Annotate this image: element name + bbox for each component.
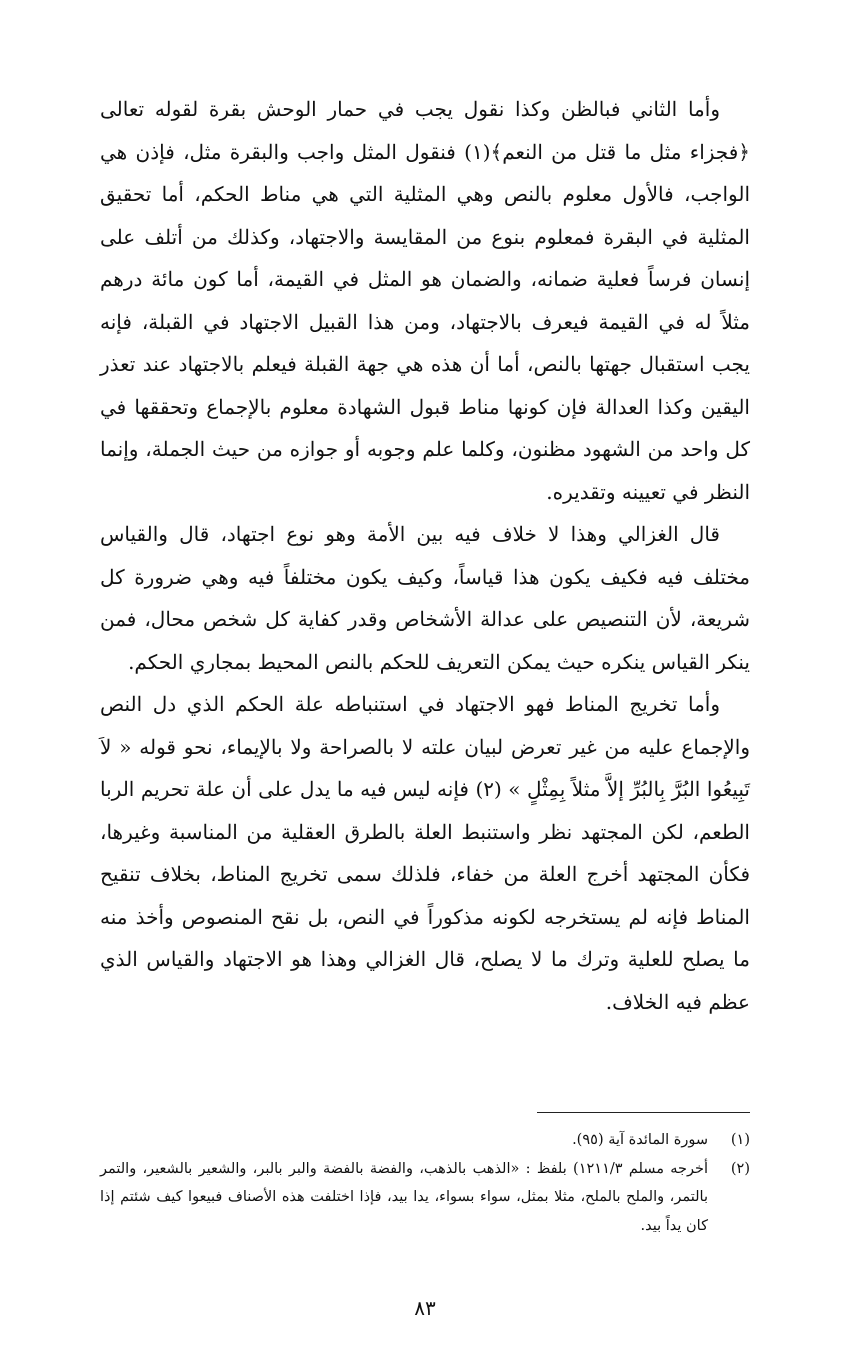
footnote-separator xyxy=(537,1112,750,1113)
footnote-1 xyxy=(100,1126,750,1155)
paragraph-2: قال الغزالي وهذا لا خلاف فيه بين الأمة وهو نوع اجتهاد، قال والقياس مختلف فيه فكيف يكون هذا قياساً، وكيف يكون مختلفاً فيه وهي ضرورة كل شريعة، لأن التنصيص على عدالة الأشخاص وقدر كفاية كل شخص محال، فمن ينكر القياس ينكره حيث يمكن التعريف للحكم بالنص المحيط بمجاري الحكم. xyxy=(100,522,751,674)
footnote-text: أخرجه مسلم ١٢١١/٣) بلفظ : «الذهب بالذهب، والفضة بالفضة والبر بالبر، والشعير بالشعير، والتمر بالتمر، والملح بالملح، مثلا بمثل، سواء بسواء، يدا بيد، فإذا اختلفت هذه الأصناف فبيعوا كيف شئتم إذا كان يداً بيد. xyxy=(100,1160,708,1234)
footnote-text: سورة المائدة آية (٩٥). xyxy=(572,1132,708,1148)
paragraph-1: وأما الثاني فبالظن وكذا نقول يجب في حمار الوحش بقرة لقوله تعالى ﴿فجزاء مثل ما قتل من النعم﴾(١) فنقول المثل واجب والبقرة مثل، فإذن هي الواجب، فالأول معلوم بالنص وهي المثلية التي هي مناط الحكم، أما تحقيق المثلية في البقرة فمعلوم بنوع من المقايسة والاجتهاد، وكذلك من أتلف على إنسان فرساً فعلية ضمانه، والضمان هو المثل في القيمة، أما كون مائة درهم مثلاً له في القيمة فيعرف بالاجتهاد، ومن هذا القبيل الاجتهاد في القبلة، فإنه يجب استقبال جهتها بالنص، أما أن هذه هي جهة القبلة فيعلم بالاجتهاد عند تعذر اليقين وكذا العدالة فإن كونها مناط قبول الشهادة معلوم بالإجماع وتحققها في كل واحد من الشهود مظنون، وكلما علم وجوبه أو جوازه من حيث الجملة، وإنما النظر في تعيينه وتقديره. xyxy=(100,97,750,504)
footnote-number: (٢) xyxy=(730,1160,750,1177)
footnote-number: (١) xyxy=(730,1132,750,1148)
main-text xyxy=(100,88,750,1023)
footnotes xyxy=(100,1126,750,1240)
footnote-2 xyxy=(100,1155,750,1241)
page-number: ٨٣ xyxy=(414,1296,436,1320)
paragraph-3: وأما تخريج المناط فهو الاجتهاد في استنباطه علة الحكم الذي دل النص والإجماع عليه من غير تعرض لبيان علته لا بالصراحة ولا بالإيماء، نحو قوله « لاَ تَبِيعُوا البُرَّ بِالبُرِّ إلاَّ مثلاً بِمِثْلٍ » (٢) فإنه ليس فيه ما يدل على أن علة تحريم الربا الطعم، لكن المجتهد نظر واستنبط العلة بالطرق العقلية من المناسبة وغيرها، فكأن المجتهد أخرج العلة من خفاء، فلذلك سمى تخريج المناط، بخلاف تنقيح المناط فإنه لم يستخرجه لكونه مذكوراً في النص، بل نقح المنصوص وأخذ منه ما يصلح للعلية وترك ما لا يصلح، قال الغزالي وهذا هو الاجتهاد والقياس الذي عظم فيه الخلاف. xyxy=(100,692,751,1014)
